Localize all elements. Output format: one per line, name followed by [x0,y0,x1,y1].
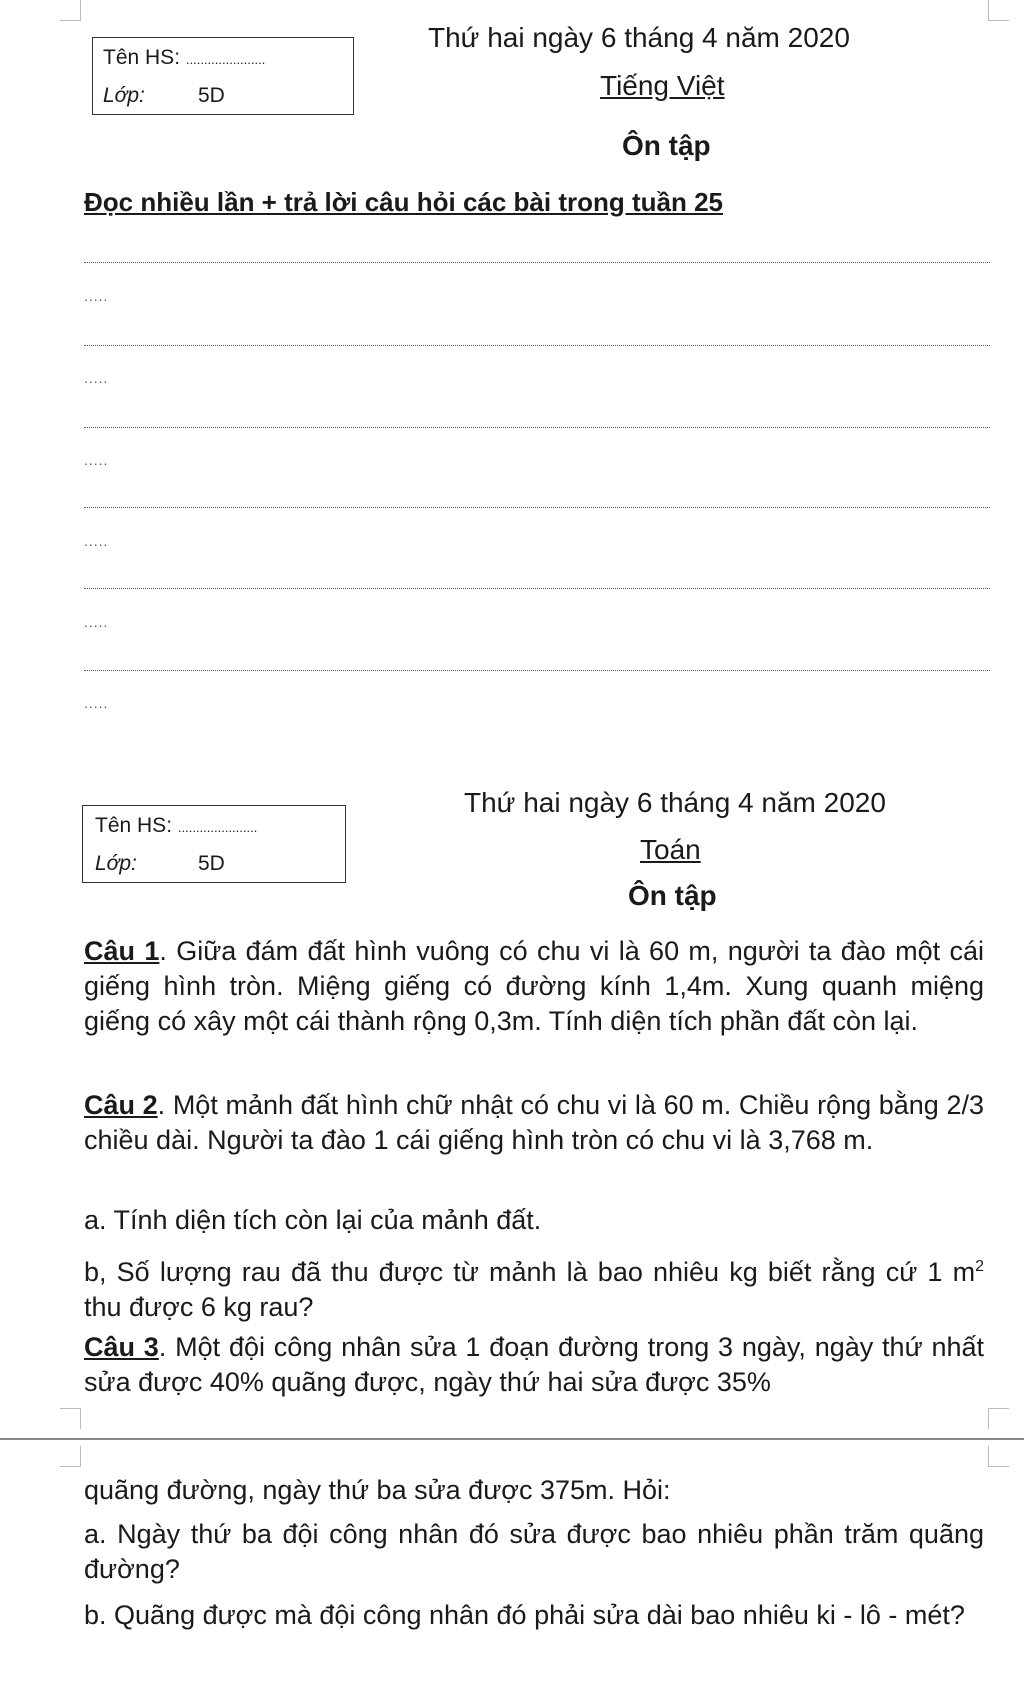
question-3a: a. Ngày thứ ba đội công nhân đó sửa được bao nhiêu phần trăm quãng đường? [84,1519,984,1584]
page-title: Ôn tập [628,880,717,911]
question-2-text: . Một mảnh đất hình chữ nhật có chu vi là 60 m. Chiều rộng bằng 2/3 chiều dài. Người ta đào 1 cái giếng hình tròn có chu vi là 3,768 m. [84,1090,984,1155]
answer-line[interactable] [84,427,990,428]
crop-mark [60,0,81,21]
class-row [103,84,343,108]
question-2b-text: b, Số lượng rau đã thu được từ mảnh là bao nhiêu kg biết rằng cứ 1 m [84,1257,976,1287]
question-1-text: . Giữa đám đất hình vuông có chu vi là 60 m, người ta đào một cái giếng hình tròn. Miệng giếng có đường kính 1,4m. Xung quanh miệng giếng có xây một cái thành rộng 0,3m. Tính diện tích phần đất còn lại. [84,936,985,1036]
answer-line-short: ..... [84,452,109,468]
page-separator [0,1438,1024,1440]
crop-mark [60,1408,81,1429]
question-1 [84,934,984,1039]
class-value: 5D [198,84,225,107]
page-title: Ôn tập [622,130,711,161]
question-2b [84,1249,984,1325]
answer-line[interactable] [84,670,990,671]
task-instruction: Đọc nhiều lần + trả lời câu hỏi các bài trong tuần 25 [84,187,724,217]
subject-heading: Toán [640,834,701,865]
student-name-blank[interactable]: ...................... [177,820,258,835]
answer-line[interactable] [84,588,990,589]
student-name-row [95,814,257,838]
class-label: Lớp: [103,84,145,107]
student-info-box [82,805,346,883]
question-2-label: Câu 2 [84,1090,158,1120]
answer-line-short: ..... [84,695,109,711]
answer-line[interactable] [84,507,990,508]
answer-line-short: ..... [84,288,109,304]
answer-line-short: ..... [84,614,109,630]
answer-line-short: ..... [84,533,109,549]
answer-line[interactable] [84,345,990,346]
question-3-label: Câu 3 [84,1332,159,1362]
crop-mark [988,0,1009,21]
crop-mark [988,1408,1009,1429]
subject-heading: Tiếng Việt [600,70,725,101]
question-3-continued: quãng đường, ngày thứ ba sửa được 375m. Hỏi: [84,1475,671,1505]
question-1-label: Câu 1 [84,936,160,966]
question-2a: a. Tính diện tích còn lại của mảnh đất. [84,1205,542,1235]
student-name-blank[interactable]: ...................... [185,52,266,67]
date-heading: Thứ hai ngày 6 tháng 4 năm 2020 [428,22,850,53]
question-2b-text-end: thu được 6 kg rau? [84,1292,314,1322]
student-name-label: Tên HS: [95,814,173,837]
question-3-text: . Một đội công nhân sửa 1 đoạn đường trong 3 ngày, ngày thứ nhất sửa được 40% quãng được, ngày thứ hai sửa được 35% [84,1332,984,1397]
class-value: 5D [198,852,225,875]
question-2 [84,1088,984,1158]
question-3b: b. Quãng được mà đội công nhân đó phải sửa dài bao nhiêu ki - lô - mét? [84,1600,965,1630]
question-2b-superscript: 2 [975,1258,984,1275]
student-name-row [103,46,265,70]
class-row [95,852,335,876]
answer-line[interactable] [84,262,990,263]
student-info-box [92,37,354,115]
date-heading: Thứ hai ngày 6 tháng 4 năm 2020 [464,787,886,818]
student-name-label: Tên HS: [103,46,181,69]
class-label: Lớp: [95,852,137,875]
question-3 [84,1330,984,1400]
answer-line-short: ..... [84,370,109,386]
crop-mark [988,1446,1009,1467]
crop-mark [60,1446,81,1467]
